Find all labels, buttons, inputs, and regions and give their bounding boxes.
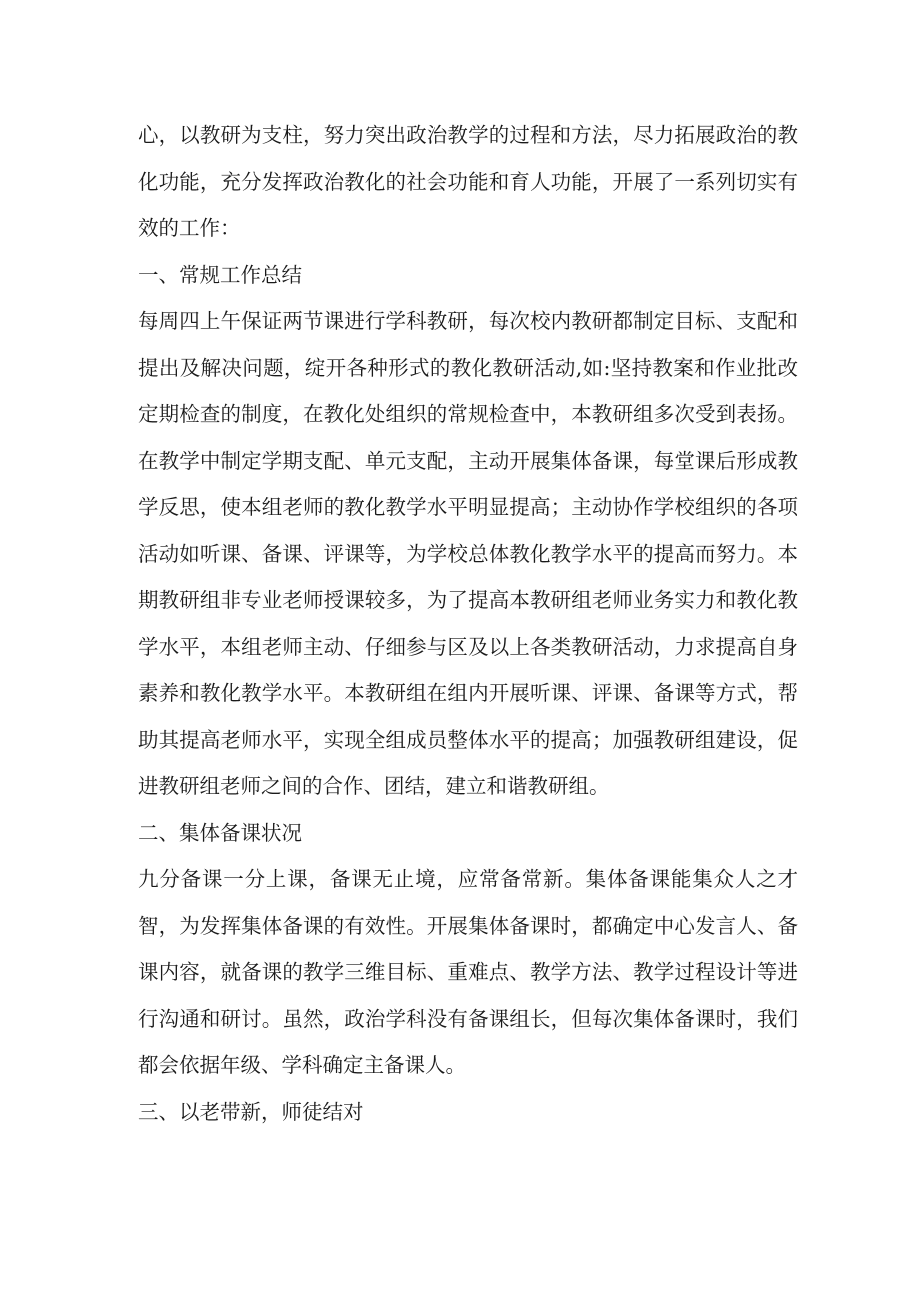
paragraph-intro: 心，以教研为支柱，努力突出政治教学的过程和方法，尽力拓展政治的教化功能，充分发挥政治教化的社会功能和育人功能，开展了一系列切实有效的工作：: [138, 123, 798, 240]
section-heading-mentoring: 三、以老带新，师徒结对: [138, 1099, 364, 1124]
section-heading-collective-prep: 二、集体备课状况: [138, 820, 302, 845]
document-body: [138, 112, 798, 1135]
paragraph-collective-prep: 九分备课一分上课，备课无止境，应常备常新。集体备课能集众人之才智，为发挥集体备课的有效性。开展集体备课时，都确定中心发言人、备课内容，就备课的教学三维目标、重难点、教学方法、教学过程设计等进行沟通和研讨。虽然，政治学科没有备课组长，但每次集体备课时，我们都会依据年级、学科确定主备课人。: [138, 867, 798, 1077]
paragraph-routine-work: 每周四上午保证两节课进行学科教研，每次校内教研都制定目标、支配和提出及解决问题，绽开各种形式的教化教研活动,如:坚持教案和作业批改定期检查的制度，在教化处组织的常规检查中，本教研组多次受到表扬。在教学中制定学期支配、单元支配，主动开展集体备课，每堂课后形成教学反思，使本组老师的教化教学水平明显提高；主动协作学校组织的各项活动如听课、备课、评课等，为学校总体教化教学水平的提高而努力。本期教研组非专业老师授课较多，为了提高本教研组老师业务实力和教化教学水平，本组老师主动、仔细参与区及以上各类教研活动，力求提高自身素养和教化教学水平。本教研组在组内开展听课、评课、备课等方式，帮助其提高老师水平，实现全组成员整体水平的提高；加强教研组建设，促进教研组老师之间的合作、团结，建立和谐教研组。: [138, 309, 798, 798]
section-heading-routine-work: 一、常规工作总结: [138, 262, 302, 287]
